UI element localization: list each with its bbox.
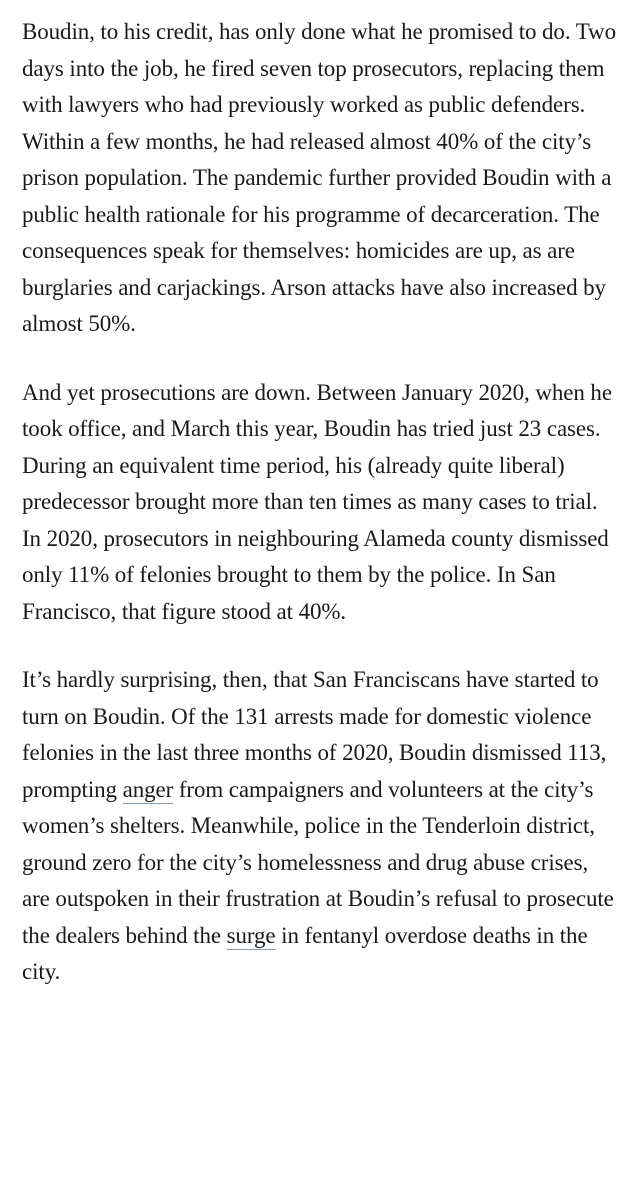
paragraph-3-text-part-3: in fentanyl overdose deaths in the city.: [22, 922, 588, 984]
surge-link[interactable]: surge: [226, 922, 276, 948]
paragraph-3: [22, 662, 618, 991]
anger-link[interactable]: anger: [122, 776, 174, 802]
paragraph-3-text-part-2: from campaigners and volunteers at the city’s women’s shelters. Meanwhile, police in the Tenderloin district, ground zero for the city’s homelessness and drug abuse crises, are outspoken in their frustration at Boudin’s refusal to prosecute the dealers behind the: [22, 776, 614, 948]
paragraph-1-text: Boudin, to his credit, has only done what he promised to do. Two days into the job, he fired seven top prosecutors, replacing them with lawyers who had previously worked as public defenders. Within a few months, he had released almost 40% of the city’s prison population. The pandemic further provided Boudin with a public health rationale for his programme of decarceration. The consequences speak for themselves: homicides are up, as are burglaries and carjackings. Arson attacks have also increased by almost 50%.: [22, 19, 616, 336]
paragraph-3-text-part-1: It’s hardly surprising, then, that San Franciscans have started to turn on Boudin. Of the 131 arrests made for domestic violence felonies in the last three months of 2020, Boudin dismissed 113, prompting: [22, 667, 607, 802]
paragraph-1: [22, 14, 618, 343]
paragraph-2: [22, 375, 618, 631]
paragraph-2-text: And yet prosecutions are down. Between January 2020, when he took office, and March this year, Boudin has tried just 23 cases. During an equivalent time period, his (already quite liberal) predecessor brought more than ten times as many cases to trial. In 2020, prosecutors in neighbouring Alameda county dismissed only 11% of felonies brought to them by the police. In San Francisco, that figure stood at 40%.: [22, 379, 612, 624]
